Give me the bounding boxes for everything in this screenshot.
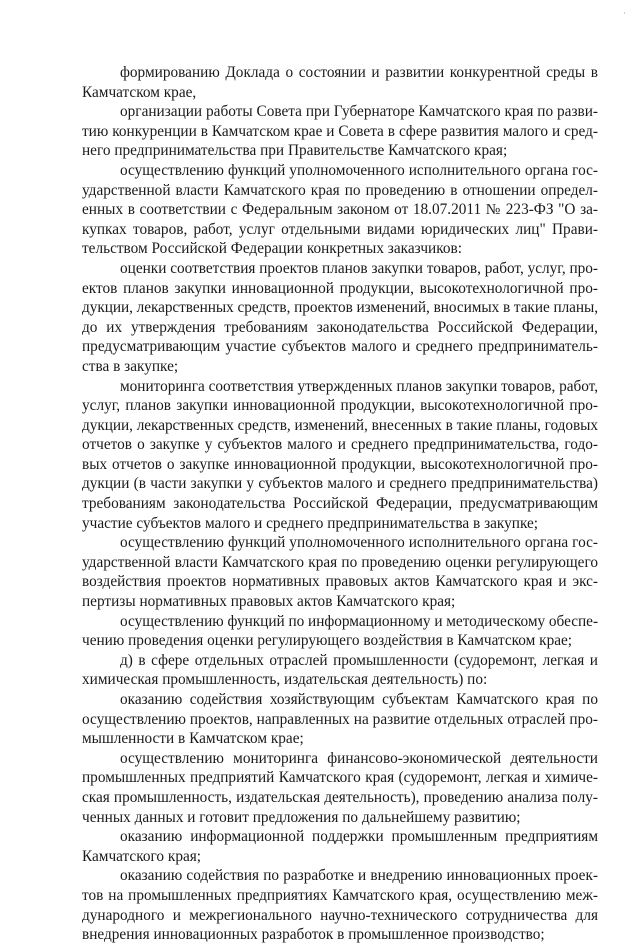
- text-line: химическая промышленность, издательская деятельность) по:: [82, 671, 488, 689]
- text-line: осуществлению функций по информационному и методическому обеспе-: [120, 612, 599, 630]
- text-line: дукции, лекарственных средств, проектов изменений, вносимых в такие планы,: [82, 299, 599, 317]
- text-line: д) в сфере отдельных отраслей промышленности (судоремонт, легкая и: [120, 651, 598, 669]
- text-line: дукции, лекарственных средств, изменений, внесенных в такие планы, годовых: [82, 416, 599, 434]
- text-line: мышленности в Камчатском крае;: [82, 730, 304, 748]
- text-line: осуществлению функций уполномоченного исполнительного органа гос-: [120, 161, 598, 179]
- text-line: Камчатском крае,: [82, 83, 197, 101]
- text-line: промышленных предприятий Камчатского края (судоремонт, легкая и химиче-: [82, 769, 598, 787]
- text-line: формированию Доклада о состоянии и развитии конкурентной среды в: [120, 64, 598, 81]
- text-line: тию конкуренции в Камчатском крае и Совета в сфере развития малого и сред-: [82, 122, 598, 140]
- text-line: осуществлению проектов, направленных на развитие отдельных отраслей про-: [82, 710, 598, 728]
- text-line: участие субъектов малого и среднего предпринимательства в закупке;: [82, 514, 539, 532]
- text-line: до их утверждения требованиям законодательства Российской Федерации,: [82, 318, 598, 336]
- text-line: оказанию информационной поддержки промышленным предприятиям: [120, 828, 598, 846]
- text-line: оказанию содействия по разработке и внедрению инновационных проек-: [120, 867, 598, 885]
- text-line: мониторинга соответствия утвержденных планов закупки товаров, работ,: [120, 377, 599, 395]
- text-line: ченных данных и готовит предложения по дальнейшему развитию;: [82, 808, 521, 826]
- text-line: тельством Российской Федерации конкретных заказчиков:: [82, 240, 463, 258]
- text-line: внедрения инновационных разработок в промышленное производство;: [82, 926, 545, 944]
- document-body-text: [82, 63, 598, 945]
- text-line: ударственной власти Камчатского края по проведению оценки регулирующего: [82, 553, 598, 571]
- text-line: енных в соответствии с Федеральным законом от 18.07.2011 № 223-ФЗ "О за-: [82, 201, 598, 219]
- text-line: Камчатского края;: [82, 847, 202, 865]
- corner-mark: ·: [623, 8, 626, 18]
- text-line: ства в закупке;: [82, 357, 179, 375]
- text-line: ударственной власти Камчатского края по проведению в отношении определ-: [82, 181, 598, 199]
- text-line: осуществлению функций уполномоченного исполнительного органа гос-: [120, 534, 598, 552]
- text-line: требованиям законодательства Российской Федерации, предусматривающим: [82, 495, 598, 513]
- text-line: тов на промышленных предприятиях Камчатского края, осуществлению меж-: [82, 886, 598, 904]
- text-line: ская промышленность, издательская деятельность), проведению анализа полу-: [82, 788, 598, 806]
- text-line: услуг, планов закупки инновационной продукции, высокотехнологичной про-: [82, 397, 598, 415]
- text-line: оценки соответствия проектов планов закупки товаров, работ, услуг, про-: [120, 259, 599, 277]
- text-line: него предпринимательства при Правительстве Камчатского края;: [82, 142, 508, 160]
- text-line: пертизы нормативных правовых актов Камчатского края;: [82, 593, 456, 611]
- text-line: воздействия проектов нормативных правовых актов Камчатского края и экс-: [82, 573, 598, 591]
- text-line: отчетов о закупке у субъектов малого и среднего предпринимательства, годо-: [82, 436, 598, 454]
- text-line: дународного и межрегионального научно-технического сотрудничества для: [82, 906, 598, 924]
- text-line: чению проведения оценки регулирующего воздействия в Камчатском крае;: [82, 632, 573, 650]
- text-line: купках товаров, работ, услуг отдельными видами юридических лиц" Прави-: [82, 220, 598, 238]
- text-line: ектов планов закупки инновационной продукции, высокотехнологичной про-: [82, 279, 598, 297]
- text-line: предусматривающим участие субъектов малого и среднего предприниматель-: [82, 338, 598, 356]
- text-line: оказанию содействия хозяйствующим субъектам Камчатского края по: [120, 691, 598, 708]
- text-line: организации работы Совета при Губернаторе Камчатского края по разви-: [120, 103, 598, 121]
- text-line: дукции (в части закупки у субъектов малого и среднего предпринимательства): [82, 475, 598, 493]
- text-line: вых отчетов о закупке инновационной продукции, высокотехнологичной про-: [82, 455, 598, 473]
- text-line: осуществлению мониторинга финансово-экономической деятельности: [120, 749, 598, 767]
